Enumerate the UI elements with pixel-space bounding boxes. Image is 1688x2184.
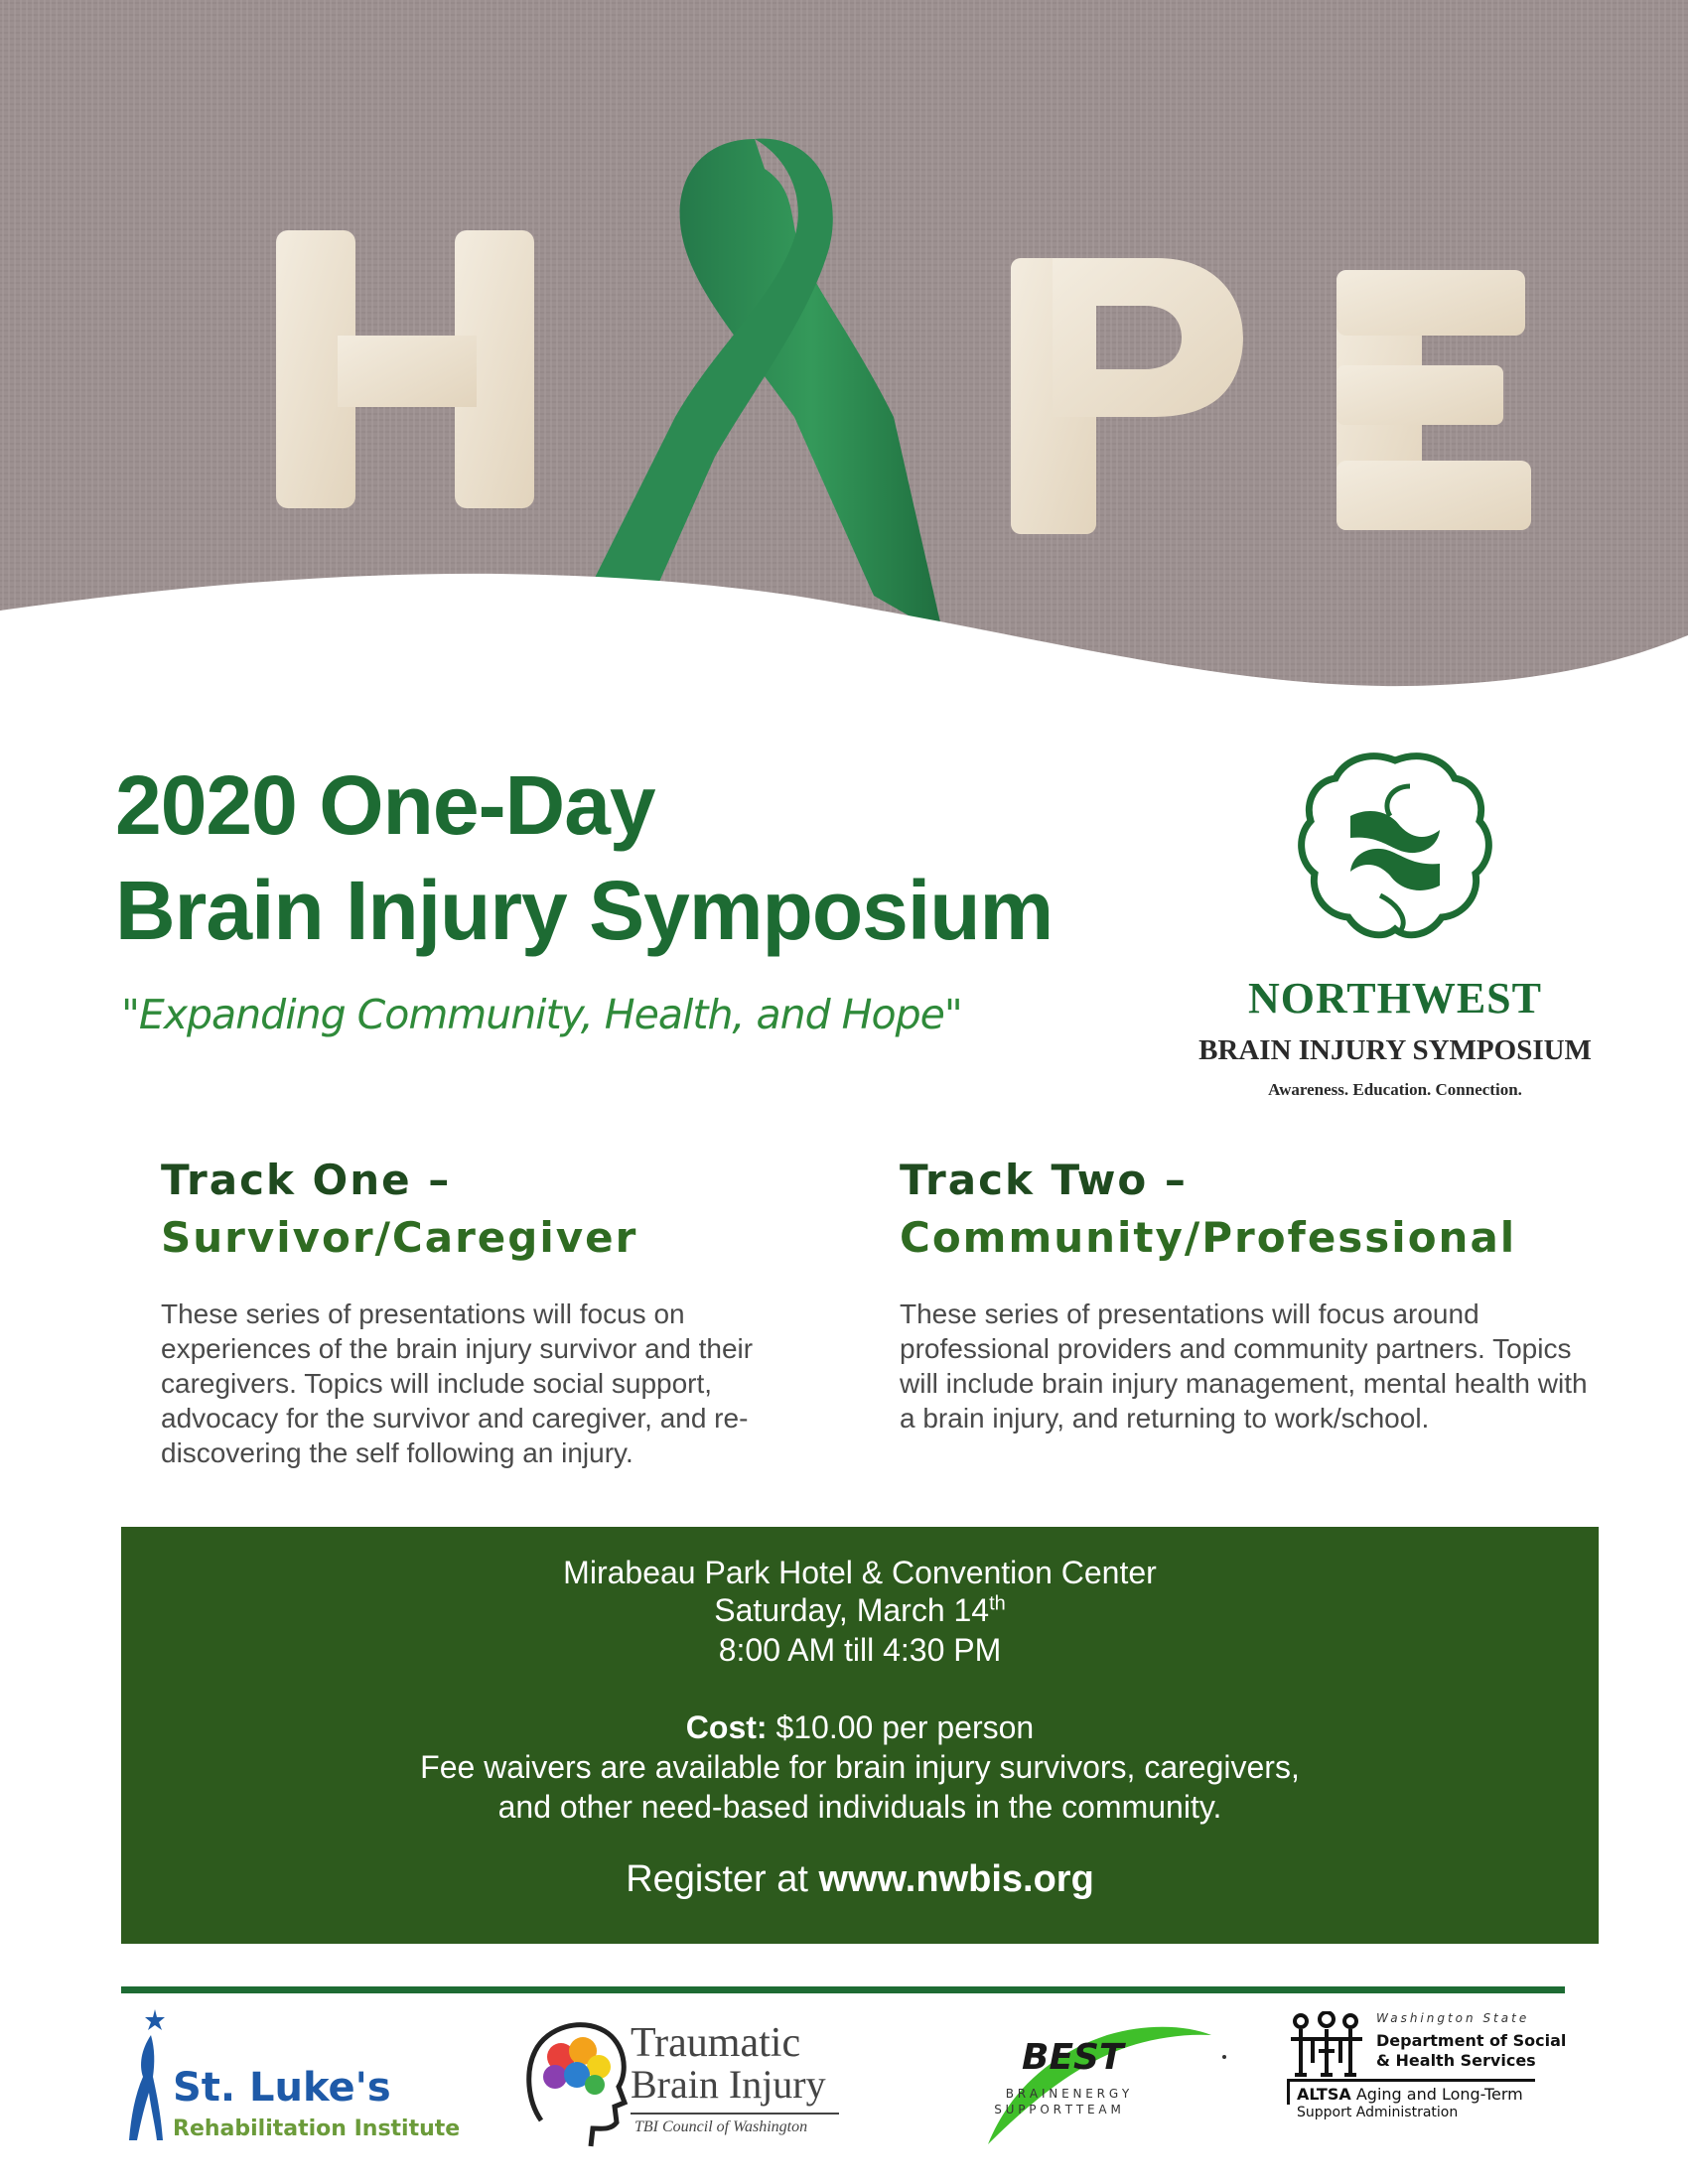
track-two-description: These series of presentations will focus around professional providers and community partners. Topics will include brain injury management, mental health with a brain injury, and returning to work/school. xyxy=(900,1298,1588,1433)
event-tagline: "Expanding Community, Health, and Hope" xyxy=(121,991,962,1038)
track-one xyxy=(161,1152,836,1468)
event-title xyxy=(115,752,1053,963)
hero-image xyxy=(0,0,1688,715)
waiver-line-2: and other need-based individuals in the community. xyxy=(497,1789,1222,1825)
green-swoosh-icon xyxy=(968,2005,1226,2154)
best-subtitle-line2: S U P P O R T T E A M xyxy=(994,2103,1121,2116)
event-time: 8:00 AM till 4:30 PM xyxy=(718,1632,1002,1668)
footer-divider xyxy=(121,1986,1565,1993)
tbi-underline xyxy=(631,2113,839,2115)
event-date-suffix: th xyxy=(989,1592,1006,1615)
altsa-line2: Support Administration xyxy=(1297,2105,1459,2120)
track-one-description: These series of presentations will focus on experiences of the brain injury survivor and their caregivers. Topics will include social support, advocacy for the survivor and caregiver, and re-discovering the self following an injury. xyxy=(161,1298,754,1468)
dshs-divider-stub xyxy=(1287,2079,1290,2105)
sponsor-tbi-council xyxy=(521,2005,849,2164)
dshs-altsa xyxy=(1297,2085,1523,2104)
dshs-divider xyxy=(1287,2079,1535,2082)
logo-subtitle: BRAIN INJURY SYMPOSIUM xyxy=(1198,1034,1592,1066)
best-subtitle-line1: B R A I N E N E R G Y xyxy=(1005,2087,1130,2101)
track-two-heading xyxy=(900,1152,1595,1267)
altsa-label: ALTSA xyxy=(1297,2085,1351,2104)
register-prefix: Register at xyxy=(626,1858,808,1900)
cost-value: $10.00 per person xyxy=(775,1709,1035,1745)
altsa-line1: Aging and Long-Term xyxy=(1355,2085,1523,2104)
family-figures-icon xyxy=(1287,2011,1366,2081)
tbi-name-line2: Brain Injury xyxy=(631,2062,826,2107)
logo-name: NORTHWEST xyxy=(1248,974,1542,1023)
colorful-brain-head-icon xyxy=(521,2011,631,2150)
logo-tagline: Awareness. Education. Connection. xyxy=(1268,1080,1522,1099)
sponsor-best xyxy=(968,2005,1226,2164)
cost-label: Cost: xyxy=(685,1709,768,1745)
track-one-heading-line1: Track One – xyxy=(161,1156,452,1204)
best-name: BEST xyxy=(1022,2037,1124,2078)
reaching-figure-icon xyxy=(121,2005,171,2144)
track-one-heading xyxy=(161,1152,836,1267)
register-line xyxy=(121,1858,1599,1901)
st-lukes-name: St. Luke's xyxy=(173,2065,391,2111)
track-two-heading-line1: Track Two – xyxy=(900,1156,1188,1204)
track-two-heading-line2: Community/Professional xyxy=(900,1213,1517,1262)
event-details-band xyxy=(121,1527,1599,1944)
event-date xyxy=(121,1592,1599,1629)
st-lukes-subtitle: Rehabilitation Institute xyxy=(173,2116,461,2141)
tbi-subtitle: TBI Council of Washington xyxy=(634,2118,808,2135)
register-link[interactable]: www.nwbis.org xyxy=(818,1858,1094,1900)
sponsor-st-lukes xyxy=(121,2005,461,2164)
cost xyxy=(121,1709,1599,1746)
title-line-2: Brain Injury Symposium xyxy=(115,864,1054,957)
dshs-state: Washington State xyxy=(1376,2011,1530,2025)
nwbis-logo xyxy=(1162,747,1628,1114)
sponsor-dshs xyxy=(1287,2005,1585,2164)
event-date-text: Saturday, March 14 xyxy=(714,1592,990,1628)
track-two xyxy=(900,1152,1595,1433)
dshs-dept-line2: & Health Services xyxy=(1376,2051,1536,2070)
title-line-1: 2020 One-Day xyxy=(115,758,655,852)
tbi-name-line1: Traumatic xyxy=(631,2020,801,2066)
letter-e xyxy=(1336,270,1531,530)
track-one-heading-line2: Survivor/Caregiver xyxy=(161,1213,638,1262)
brain-hands-icon xyxy=(1291,747,1499,965)
waiver-line-1: Fee waivers are available for brain injury survivors, caregivers, xyxy=(420,1749,1300,1785)
dshs-dept-line1: Department of Social xyxy=(1376,2031,1567,2050)
venue: Mirabeau Park Hotel & Convention Center xyxy=(563,1555,1157,1590)
